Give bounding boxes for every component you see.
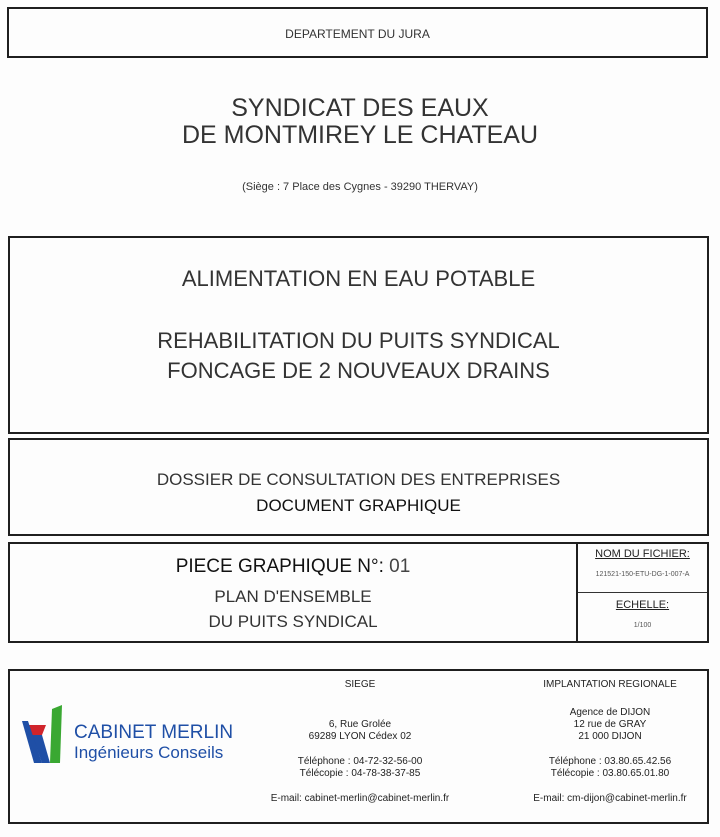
piece-line1: PLAN D'ENSEMBLE: [214, 587, 372, 606]
piece-box: [8, 542, 709, 643]
project-line2: FONCAGE DE 2 NOUVEAUX DRAINS: [167, 358, 550, 383]
scale-label: ECHELLE:: [615, 599, 670, 611]
regional-address1: 12 rue de GRAY: [573, 719, 647, 730]
siege-email: E-mail: cabinet-merlin@cabinet-merlin.fr: [270, 793, 450, 804]
file-info-divider: [578, 592, 707, 593]
filename-label: NOM DU FICHIER:: [595, 548, 690, 560]
department-label: DEPARTEMENT DU JURA: [285, 27, 430, 41]
regional-heading: IMPLANTATION REGIONALE: [543, 679, 677, 690]
siege-heading: SIEGE: [344, 679, 376, 690]
siege-address1: 6, Rue Grolée: [328, 719, 392, 730]
syndicat-name-line2: DE MONTMIREY LE CHATEAU: [181, 121, 539, 149]
regional-phone: Téléphone : 03.80.65.42.56: [548, 756, 672, 767]
project-subtitle: [10, 326, 707, 386]
siege-phone: Téléphone : 04-72-32-56-00: [297, 756, 423, 767]
scale-value: 1/100: [633, 622, 652, 629]
company-subtitle: Ingénieurs Conseils: [74, 743, 224, 762]
project-title: ALIMENTATION EN EAU POTABLE: [181, 266, 536, 291]
company-box: [8, 669, 709, 824]
regional-address2: 21 000 DIJON: [578, 731, 642, 742]
department-box: [7, 7, 708, 58]
project-line1: REHABILITATION DU PUITS SYNDICAL: [157, 328, 560, 353]
siege-fax: Télécopie : 04-78-38-37-85: [299, 768, 421, 779]
piece-title: [10, 556, 576, 578]
dossier-title: DOSSIER DE CONSULTATION DES ENTREPRISES: [156, 470, 561, 489]
syndicat-name-line1: SYNDICAT DES EAUX: [231, 94, 489, 122]
filename-value: 121521-150-ETU-DG-1-007-A: [595, 571, 690, 578]
regional-fax: Télécopie : 03.80.65.01.80: [550, 768, 670, 779]
piece-label: PIECE GRAPHIQUE N°:: [175, 556, 384, 577]
syndicat-siege: (Siège : 7 Place des Cygnes - 39290 THERVAY): [242, 181, 478, 193]
piece-line2: DU PUITS SYNDICAL: [208, 612, 378, 631]
regional-email: E-mail: cm-dijon@cabinet-merlin.fr: [533, 793, 687, 804]
regional-agency: Agence de DIJON: [569, 707, 651, 718]
cabinet-merlin-logo: [20, 705, 80, 765]
file-info-panel: [576, 544, 707, 641]
piece-info: [10, 544, 576, 641]
project-box: [8, 236, 709, 434]
company-name: CABINET MERLIN: [74, 722, 234, 743]
piece-number: 01: [389, 556, 411, 577]
siege-address2: 69289 LYON Cédex 02: [308, 731, 412, 742]
dossier-subtitle: DOCUMENT GRAPHIQUE: [256, 496, 461, 515]
dossier-box: [8, 438, 709, 536]
piece-description: [10, 584, 576, 634]
syndicat-name: [0, 95, 720, 149]
